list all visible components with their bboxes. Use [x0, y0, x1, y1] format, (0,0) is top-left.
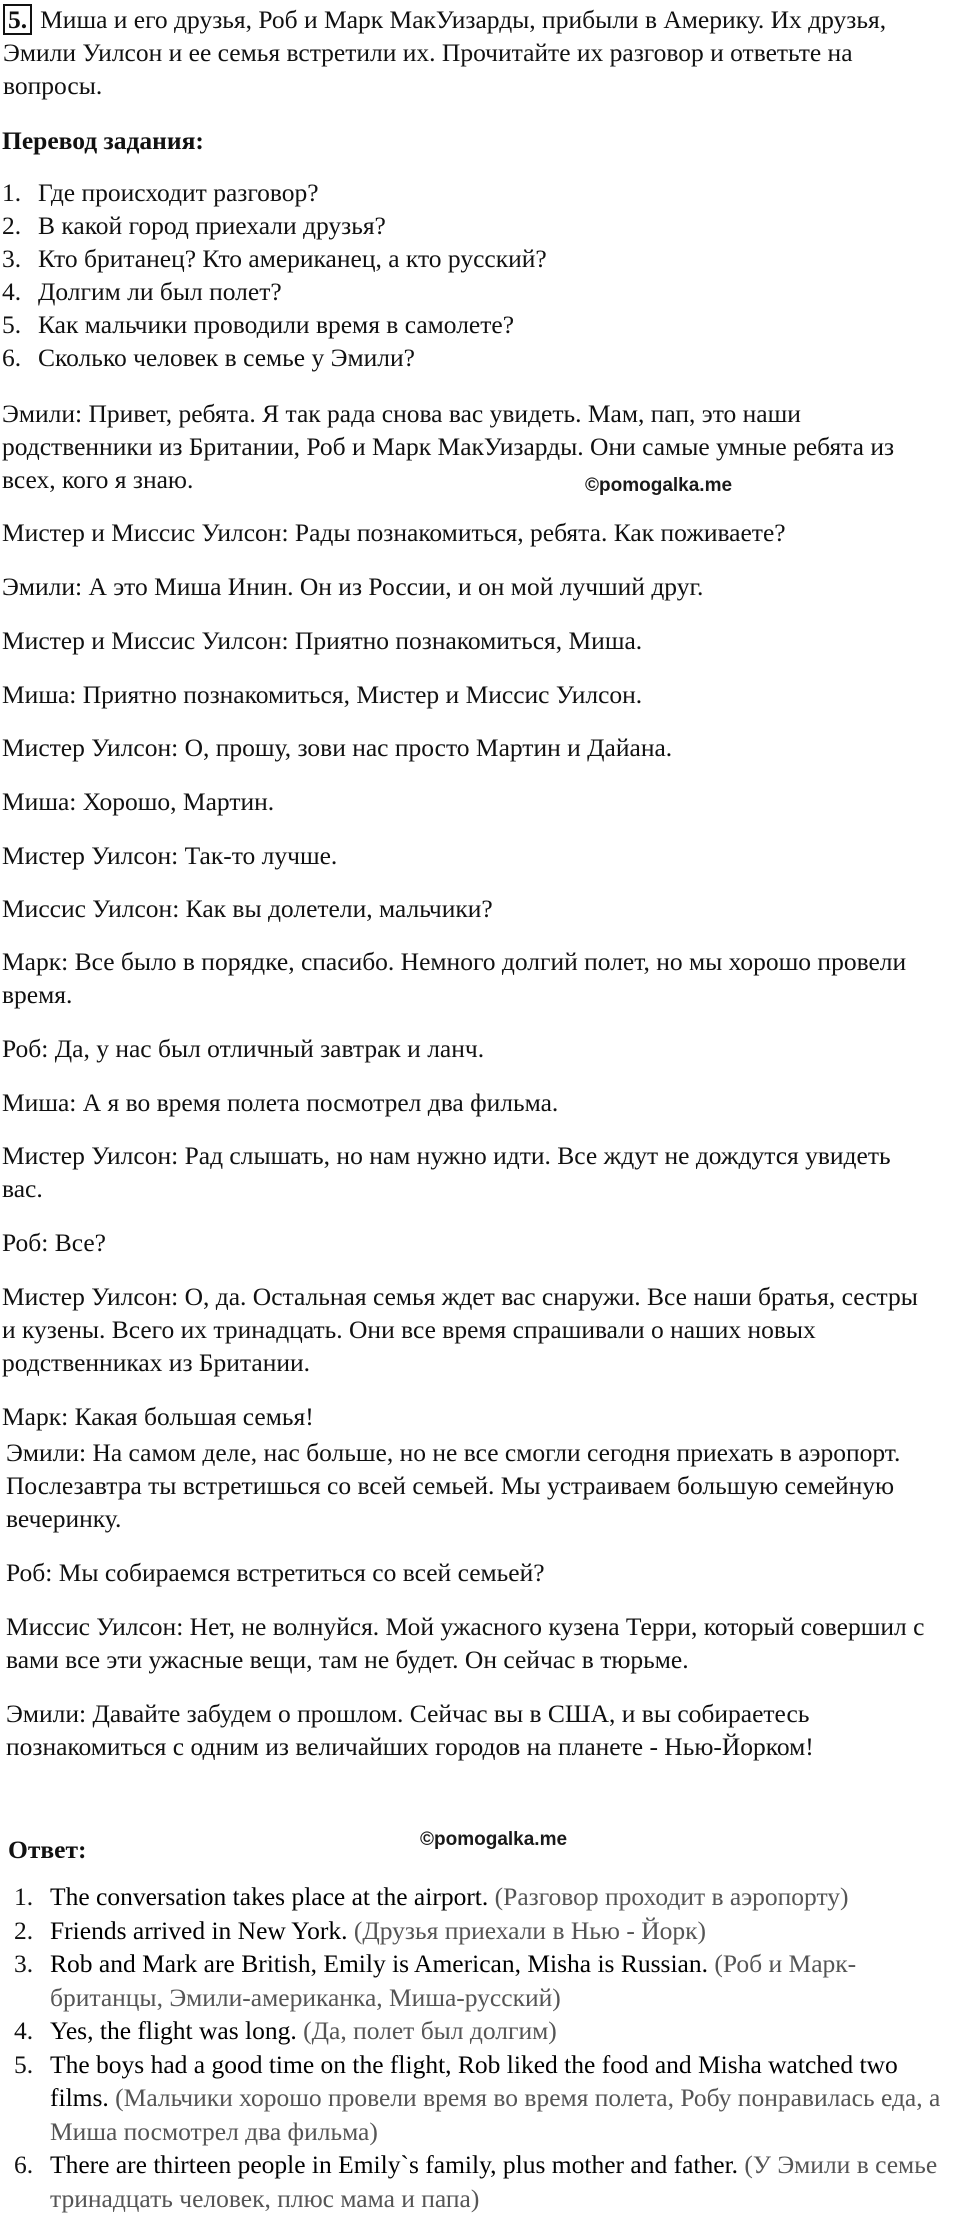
- dialogue-line: Миша: А я во время полета посмотрел два фильма.: [2, 1088, 559, 1117]
- answer-item: 1. The conversation takes place at the airport. (Разговор проходит в аэропорту): [14, 1882, 849, 1911]
- dialogue-line: Роб: Да, у нас был отличный завтрак и ланч.: [2, 1034, 485, 1063]
- dialogue-line: Мистер и Миссис Уилсон: Рады познакомиться, ребята. Как поживаете?: [2, 518, 786, 547]
- dialogue-line: Мистер Уилсон: Рад слышать, но нам нужно идти. Все ждут не дождутся увидеть вас.: [2, 1141, 891, 1203]
- watermark-bottom: ©pomogalka.me: [420, 1829, 568, 1850]
- question-item: 6. Сколько человек в семье у Эмили?: [2, 343, 415, 372]
- question-item: 2. В какой город приехали друзья?: [2, 211, 386, 240]
- dialogue-line: Миссис Уилсон: Как вы долетели, мальчики?: [2, 894, 493, 923]
- translation-heading: Перевод задания:: [2, 126, 204, 155]
- answer-item: 6. There are thirteen people in Emily`s family, plus mother and father. (У Эмили в семье тринадцать человек, плюс мама и папа): [14, 2150, 938, 2213]
- dialogue-line: Миша: Приятно познакомиться, Мистер и Миссис Уилсон.: [2, 680, 643, 709]
- dialogue-line: Мистер и Миссис Уилсон: Приятно познакомиться, Миша.: [2, 626, 643, 655]
- task-header: [3, 3, 933, 102]
- dialogue-line: Мистер Уилсон: О, прошу, зови нас просто Мартин и Дайана.: [2, 733, 673, 762]
- dialogue-line: Роб: Все?: [2, 1228, 107, 1257]
- question-item: 4. Долгим ли был полет?: [2, 277, 282, 306]
- dialogue-line: Эмили: Давайте забудем о прошлом. Сейчас вы в США, и вы собираетесь познакомиться с одним из величайших городов на планете - Нью-Йорком!: [6, 1699, 814, 1761]
- answer-list: [2, 1880, 952, 2215]
- task-number: 5.: [3, 4, 32, 35]
- question-item: 1. Где происходит разговор?: [2, 178, 319, 207]
- dialogue-line: Миша: Хорошо, Мартин.: [2, 787, 275, 816]
- question-item: 3. Кто британец? Кто американец, а кто русский?: [2, 244, 547, 273]
- dialogue-line: Роб: Мы собираемся встретиться со всей семьей?: [6, 1558, 545, 1587]
- task-text: Миша и его друзья, Роб и Марк МакУизарды, прибыли в Америку. Их друзья, Эмили Уилсон и ее семья встретили их. Прочитайте их разговор и ответьте на вопросы.: [3, 5, 887, 100]
- answer-item: 2. Friends arrived in New York. (Друзья приехали в Нью - Йорк): [14, 1915, 706, 1945]
- dialogue-line: Марк: Все было в порядке, спасибо. Немного долгий полет, но мы хорошо провели время.: [2, 947, 907, 1009]
- dialogue-line: Марк: Какая большая семья!: [2, 1402, 314, 1431]
- dialogue-line: Эмили: Привет, ребята. Я так рада снова вас увидеть. Мам, пап, это наши родственники из Британии, Роб и Марк МакУизарды. Они самые умные ребята из всех, кого я знаю.: [2, 399, 895, 494]
- answer-item: 3. Rob and Mark are British, Emily is American, Misha is Russian. (Роб и Марк-британцы, Эмили-американка, Миша-русский): [14, 1949, 857, 2012]
- question-list: [2, 176, 547, 374]
- dialogue-line: Миссис Уилсон: Нет, не волнуйся. Мой ужасного кузена Терри, который совершил с вами все эти ужасные вещи, там не будет. Он сейчас в тюрьме.: [6, 1612, 925, 1674]
- answer-item: 5. The boys had a good time on the flight, Rob liked the food and Misha watched two films. (Мальчики хорошо провели время во время полета, Робу понравилась еда, а Миша посмотрел два фильма): [14, 2049, 941, 2146]
- dialogue-line: Мистер Уилсон: О, да. Остальная семья ждет вас снаружи. Все наши братья, сестры и кузены. Всего их тринадцать. Они все время спрашивали о наших новых родственниках из Британии.: [2, 1282, 918, 1377]
- answer-item: 4. Yes, the flight was long. (Да, полет был долгим): [14, 2016, 557, 2045]
- answer-heading: Ответ:: [8, 1835, 87, 1864]
- question-item: 5. Как мальчики проводили время в самолете?: [2, 310, 515, 339]
- dialogue-line: Эмили: На самом деле, нас больше, но не все смогли сегодня приехать в аэропорт. Послезавтра ты встретишься со всей семьей. Мы устраиваем большую семейную вечеринку.: [6, 1438, 901, 1533]
- dialogue-line: Мистер Уилсон: Так-то лучше.: [2, 841, 338, 870]
- dialogue-line: Эмили: А это Миша Инин. Он из России, и он мой лучший друг.: [2, 572, 704, 601]
- watermark-top: ©pomogalka.me: [585, 475, 733, 496]
